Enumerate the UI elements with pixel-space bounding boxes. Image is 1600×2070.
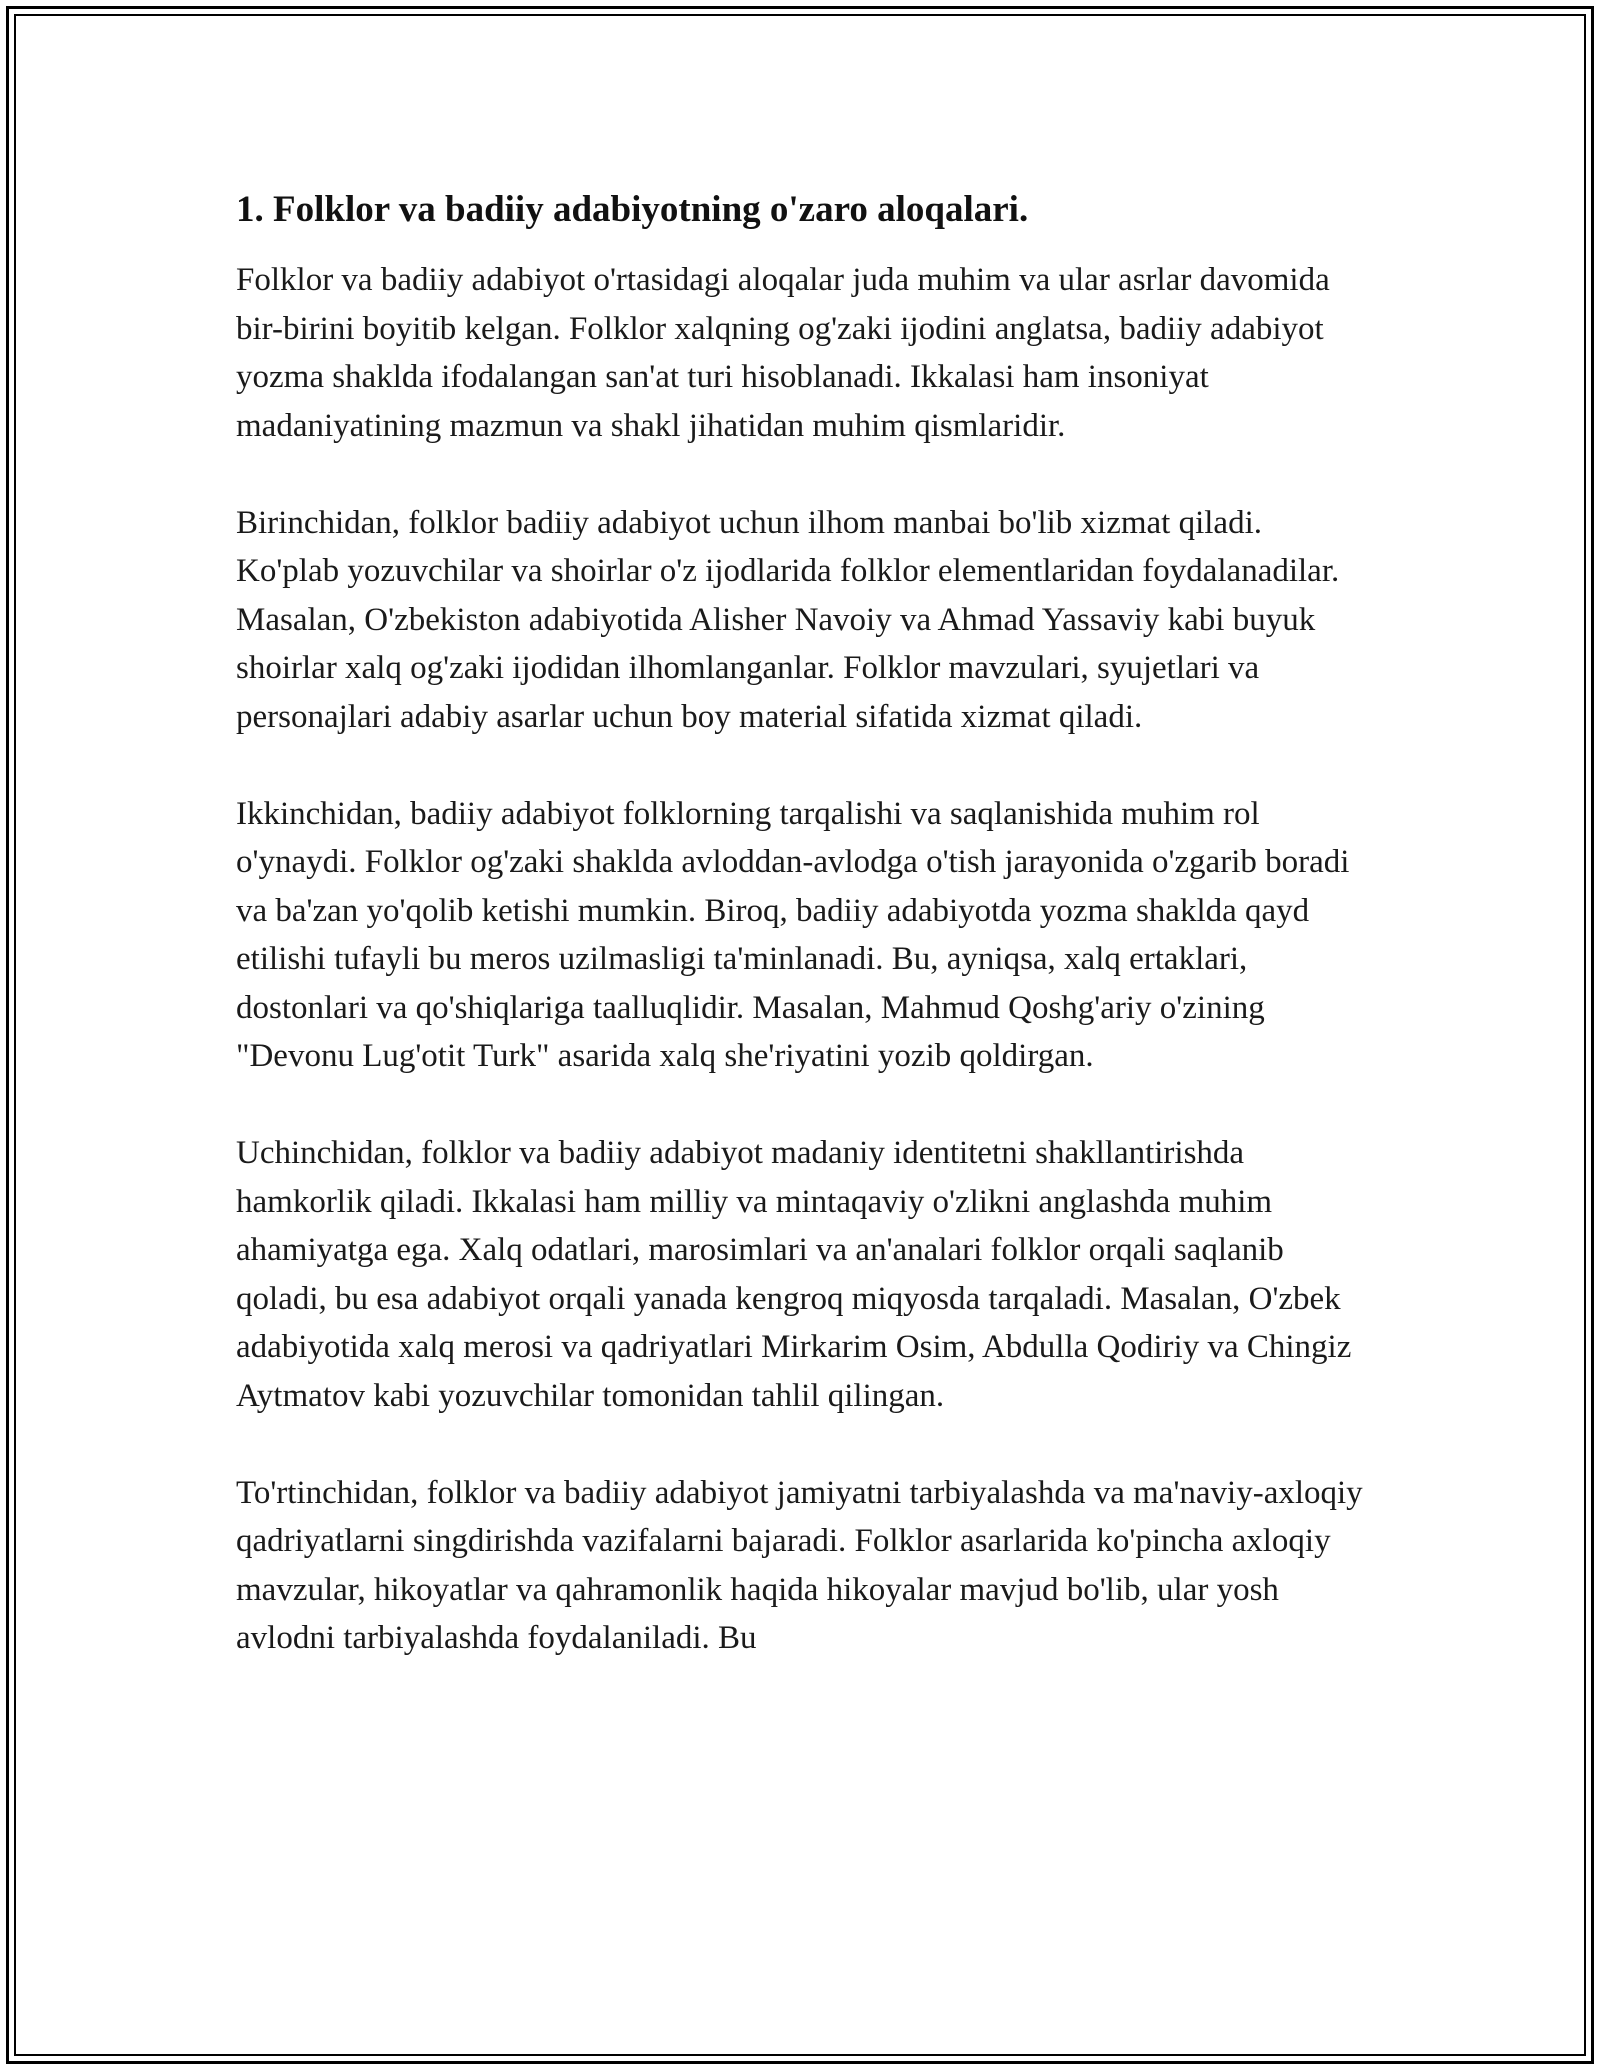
section-heading: 1. Folklor va badiiy adabiyotning o'zaro aloqalari.	[236, 189, 1029, 230]
paragraph-intro: Folklor va badiiy adabiyot o'rtasidagi aloqalar juda muhim va ular asrlar davomida bir-birini boyitib kelgan. Folklor xalqning og'zaki ijodini anglatsa, badiiy adabiyot yozma shaklda ifodalangan san'at turi hisoblanadi. Ikkalasi ham insoniyat madaniyatining mazmun va shakl jihatidan muhim qismlaridir.	[236, 262, 1330, 444]
document-body	[236, 186, 1366, 1711]
paragraph-first-point: Birinchidan, folklor badiiy adabiyot uchun ilhom manbai bo'lib xizmat qiladi. Ko'plab yozuvchilar va shoirlar o'z ijodlarida folklor elementlaridan foydalanadilar. Masalan, O'zbekiston adabiyotida Alisher Navoiy va Ahmad Yassaviy kabi buyuk shoirlar xalq og'zaki ijodidan ilhomlanganlar. Folklor mavzulari, syujetlari va personajlari adabiy asarlar uchun boy material sifatida xizmat qiladi.	[236, 504, 1340, 735]
paragraph-fourth-point: To'rtinchidan, folklor va badiiy adabiyot jamiyatni tarbiyalashda va ma'naviy-axloqiy qadriyatlarni singdirishda vazifalarni bajaradi. Folklor asarlarida ko'pincha axloqiy mavzular, hikoyatlar va qahramonlik haqida hikoyalar mavjud bo'lib, ular yosh avlodni tarbiyalashda foydalaniladi. Bu	[236, 1474, 1363, 1656]
paragraph-third-point: Uchinchidan, folklor va badiiy adabiyot madaniy identitetni shakllantirishda hamkorlik qiladi. Ikkalasi ham milliy va mintaqaviy o'zlikni anglashda muhim ahamiyatga ega. Xalq odatlari, marosimlari va an'analari folklor orqali saqlanib qoladi, bu esa adabiyot orqali yanada kengroq miqyosda tarqaladi. Masalan, O'zbek adabiyotida xalq merosi va qadriyatlari Mirkarim Osim, Abdulla Qodiriy va Chingiz Aytmatov kabi yozuvchilar tomonidan tahlil qilingan.	[236, 1135, 1352, 1414]
paragraph-second-point: Ikkinchidan, badiiy adabiyot folklorning tarqalishi va saqlanishida muhim rol o'ynaydi. Folklor og'zaki shaklda avloddan-avlodga o'tish jarayonida o'zgarib boradi va ba'zan yo'qolib ketishi mumkin. Biroq, badiiy adabiyotda yozma shaklda qayd etilishi tufayli bu meros uzilmasligi ta'minlanadi. Bu, ayniqsa, xalq ertaklari, dostonlari va qo'shiqlariga taalluqlidir. Masalan, Mahmud Qoshg'ariy o'zining "Devonu Lug'otit Turk" asarida xalq she'riyatini yozib qoldirgan.	[236, 795, 1350, 1074]
